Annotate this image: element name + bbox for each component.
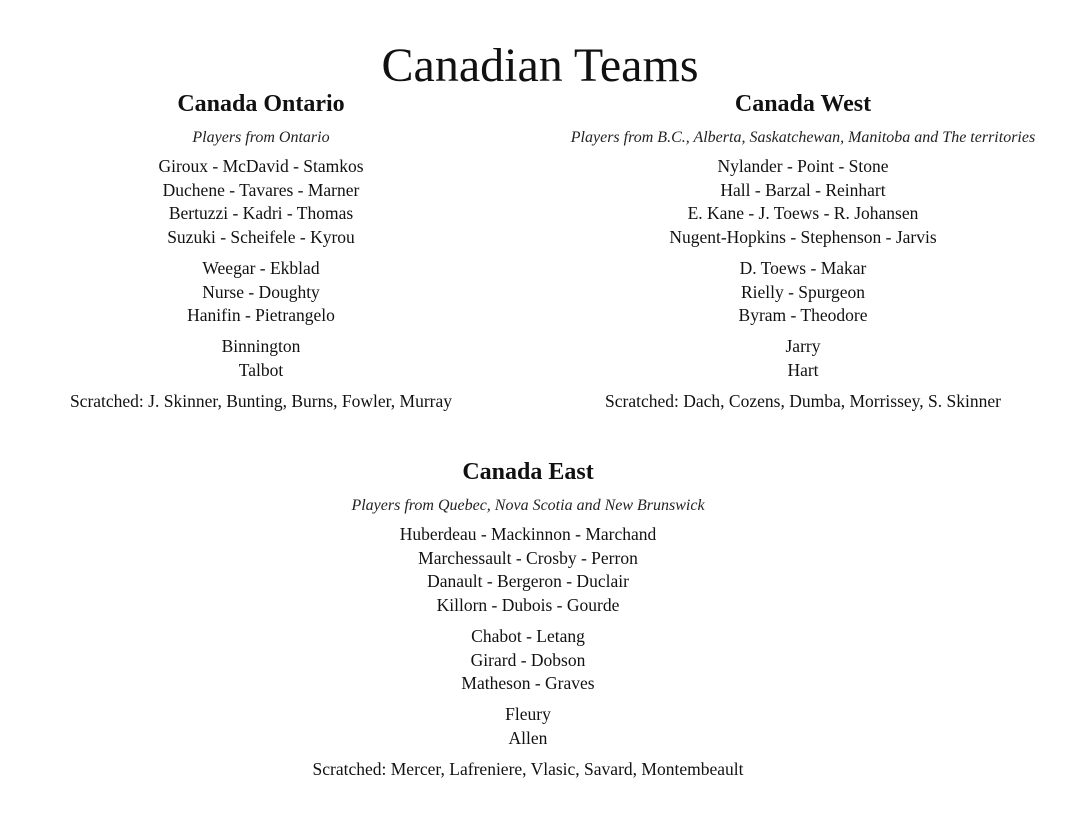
goalie: Talbot (238, 359, 284, 380)
forward-line: Giroux - McDavid - Stamkos (158, 156, 364, 176)
forward-line: Bertuzzi - Kadri - Thomas (168, 203, 354, 224)
forward-line: Huberdeau - Mackinnon - Marchand (399, 524, 657, 544)
goalies (250, 703, 806, 750)
team-east (250, 457, 806, 780)
page-title: Canadian Teams (381, 39, 699, 92)
goalie: Hart (787, 359, 819, 380)
team-subtitle: Players from Quebec, Nova Scotia and New Brunswick (351, 497, 705, 514)
defense-pairs (545, 257, 1061, 328)
forward-line: Marchessault - Crosby - Perron (418, 547, 638, 568)
defense-pair: Hanifin - Pietrangelo (187, 305, 335, 326)
team-west (545, 89, 1061, 412)
defense-pair: Chabot - Letang (471, 625, 585, 646)
team-name: Canada Ontario (177, 91, 345, 117)
defense-pairs (250, 625, 806, 696)
forward-line: Danault - Bergeron - Duclair (427, 571, 629, 592)
goalies (545, 335, 1061, 382)
defense-pair: Matheson - Graves (461, 673, 595, 694)
defense-pair: D. Toews - Makar (739, 257, 867, 278)
scratched-list: Scratched: Mercer, Lafreniere, Vlasic, Savard, Montembeault (312, 759, 744, 780)
team-subtitle: Players from B.C., Alberta, Saskatchewan, Manitoba and The territories (570, 129, 1036, 146)
team-subtitle: Players from Ontario (192, 129, 330, 146)
defense-pair: Byram - Theodore (738, 305, 868, 326)
scratched-list: Scratched: J. Skinner, Bunting, Burns, Fowler, Murray (69, 391, 453, 412)
forward-lines (40, 155, 482, 250)
forward-line: Nylander - Point - Stone (717, 156, 889, 176)
goalie: Binnington (221, 335, 301, 356)
goalie: Fleury (505, 703, 551, 724)
forward-lines (545, 155, 1061, 250)
goalie: Allen (508, 727, 548, 748)
defense-pair: Nurse - Doughty (202, 281, 320, 302)
scratched-list: Scratched: Dach, Cozens, Dumba, Morrissey, S. Skinner (605, 391, 1001, 412)
forward-line: Suzuki - Scheifele - Kyrou (167, 227, 355, 248)
forward-line: E. Kane - J. Toews - R. Johansen (687, 203, 919, 224)
team-name: Canada West (734, 91, 872, 117)
team-ontario (40, 89, 482, 412)
goalies (40, 335, 482, 382)
defense-pairs (40, 257, 482, 328)
forward-line: Nugent-Hopkins - Stephenson - Jarvis (669, 227, 937, 248)
defense-pair: Girard - Dobson (470, 649, 586, 670)
team-name: Canada East (462, 459, 594, 485)
defense-pair: Weegar - Ekblad (202, 257, 320, 278)
goalie: Jarry (785, 335, 821, 356)
forward-line: Hall - Barzal - Reinhart (720, 179, 886, 200)
forward-line: Killorn - Dubois - Gourde (436, 595, 620, 616)
forward-lines (250, 523, 806, 618)
forward-line: Duchene - Tavares - Marner (162, 179, 360, 200)
defense-pair: Rielly - Spurgeon (740, 281, 866, 302)
